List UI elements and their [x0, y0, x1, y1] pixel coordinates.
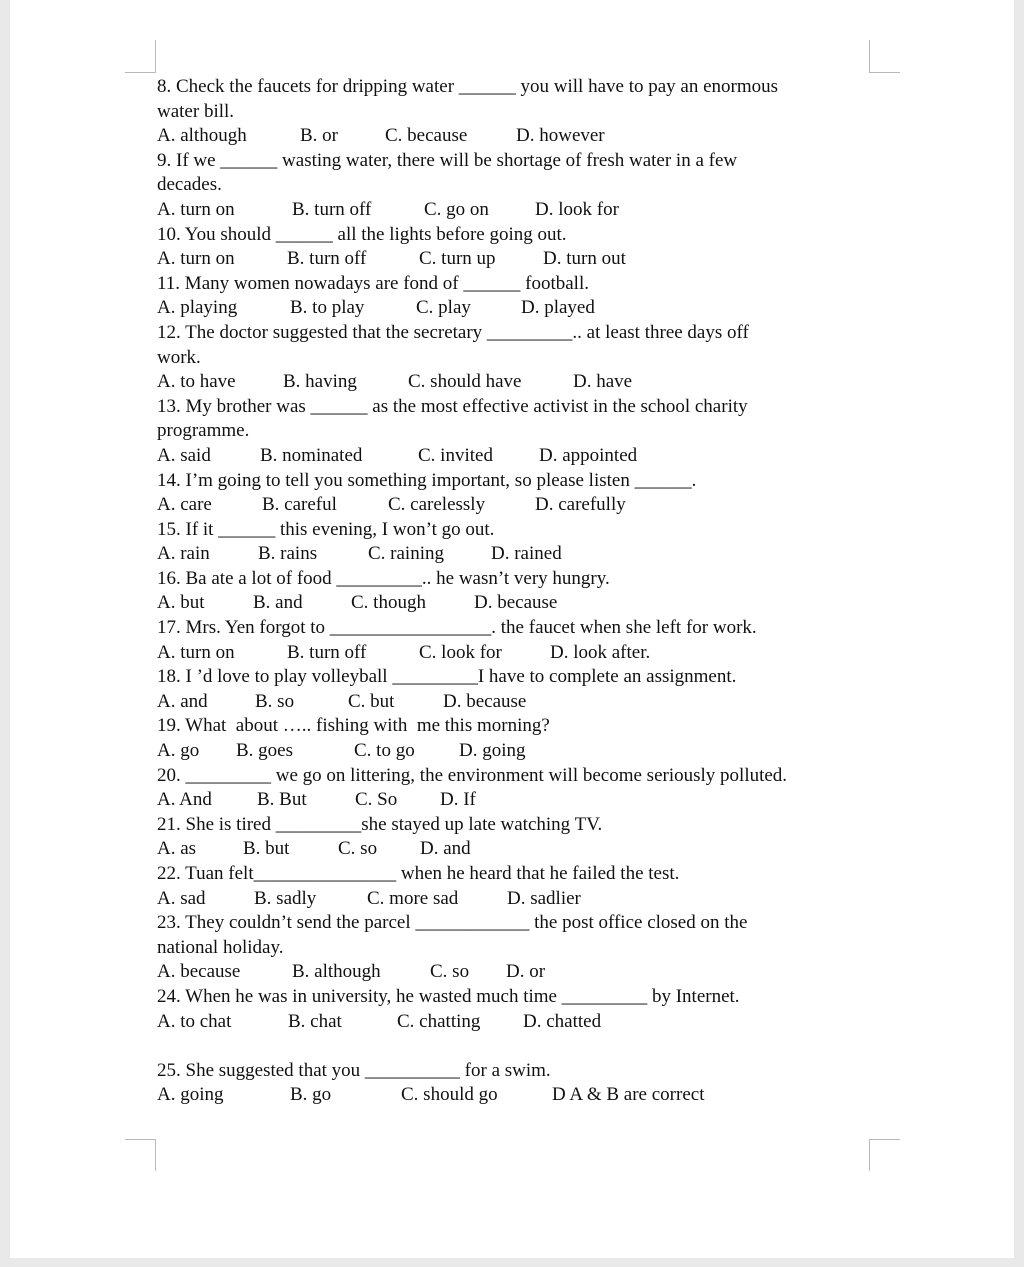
- question-text-line: 17. Mrs. Yen forgot to _________________. the faucet when she left for work.: [157, 617, 757, 639]
- answer-options-row: [157, 198, 877, 223]
- answer-option: D. however: [516, 125, 605, 147]
- answer-option: C. though: [351, 592, 426, 614]
- answer-options-row: [157, 542, 877, 567]
- answer-option: A. playing: [157, 297, 238, 319]
- answer-options-row: [157, 641, 877, 666]
- answer-option: C. so: [430, 961, 470, 983]
- answer-option: C. chatting: [397, 1010, 481, 1032]
- answer-option: D. look for: [535, 198, 619, 220]
- question-text-line: 21. She is tired _________she stayed up late watching TV.: [157, 813, 603, 835]
- answer-options-row: [157, 444, 877, 469]
- answer-option: D A & B are correct: [552, 1084, 705, 1106]
- answer-option: A. although: [157, 125, 247, 147]
- answer-option: A. said: [157, 444, 211, 466]
- answer-option: A. and: [157, 690, 208, 712]
- answer-option: B. having: [283, 371, 357, 393]
- answer-option: A. rain: [157, 543, 210, 565]
- answer-option: C. carelessly: [388, 494, 486, 516]
- question-text-line: 11. Many women nowadays are fond of ______ football.: [157, 272, 589, 294]
- answer-option: B. careful: [262, 494, 337, 516]
- answer-option: B. turn off: [287, 248, 367, 270]
- answer-option: D. chatted: [523, 1010, 602, 1032]
- answer-options-row: [157, 493, 877, 518]
- answer-option: A. but: [157, 592, 205, 614]
- answer-option: C. to go: [354, 740, 415, 762]
- crop-mark-top-left: [125, 72, 156, 73]
- question-text-line: 25. She suggested that you __________ for a swim.: [157, 1059, 551, 1081]
- answer-option: D. because: [443, 690, 527, 712]
- answer-option: C. So: [355, 789, 398, 811]
- answer-option: A. turn on: [157, 198, 235, 220]
- answer-option: C. play: [416, 297, 471, 319]
- answer-option: D. turn out: [543, 248, 626, 270]
- answer-option: C. invited: [418, 444, 493, 466]
- question-text-line: 19. What about ….. fishing with me this morning?: [157, 715, 550, 737]
- answer-option: A. to chat: [157, 1010, 232, 1032]
- answer-options-row: [157, 591, 877, 616]
- question-text-line: 16. Ba ate a lot of food _________.. he wasn’t very hungry.: [157, 567, 610, 589]
- question-text-line: 8. Check the faucets for dripping water ______ you will have to pay an enormous: [157, 76, 779, 97]
- answer-option: A. to have: [157, 371, 236, 393]
- answer-option: B. goes: [236, 740, 293, 762]
- answer-option: D. played: [521, 297, 595, 319]
- answer-options-row: [157, 1010, 877, 1035]
- answer-option: A. And: [157, 789, 212, 811]
- question-text-line: decades.: [157, 174, 222, 196]
- answer-options-row: [157, 788, 877, 813]
- answer-options-row: [157, 887, 877, 912]
- question-text-line: 13. My brother was ______ as the most effective activist in the school charity: [157, 395, 748, 417]
- question-text-line: work.: [157, 346, 201, 368]
- answer-options-row: [157, 296, 877, 321]
- answer-option: A. as: [157, 838, 197, 860]
- answer-option: B. so: [255, 690, 295, 712]
- answer-option: B. although: [292, 961, 381, 983]
- answer-option: C. because: [385, 125, 468, 147]
- question-text-line: 23. They couldn’t send the parcel ____________ the post office closed on the: [157, 912, 748, 934]
- crop-mark-bottom-right: [869, 1139, 870, 1171]
- question-text-line: 15. If it ______ this evening, I won’t go out.: [157, 518, 495, 540]
- answer-option: C. look for: [419, 641, 502, 663]
- answer-option: B. and: [253, 592, 303, 614]
- answer-option: D. or: [506, 961, 546, 983]
- answer-option: C. raining: [368, 543, 444, 565]
- answer-option: A. turn on: [157, 248, 235, 270]
- answer-option: B. rains: [258, 543, 318, 565]
- answer-options-row: [157, 370, 877, 395]
- answer-options-row: [157, 247, 877, 272]
- answer-option: D. going: [459, 740, 526, 762]
- question-text-line: 9. If we ______ wasting water, there will be shortage of fresh water in a few: [157, 149, 738, 171]
- answer-option: D. carefully: [535, 494, 626, 516]
- answer-option: B. but: [243, 838, 290, 860]
- answer-option: B. turn off: [287, 641, 367, 663]
- answer-options-row: [157, 124, 877, 149]
- answer-option: B. or: [300, 125, 338, 147]
- answer-option: B. to play: [290, 297, 365, 319]
- answer-options-row: [157, 1083, 877, 1108]
- question-text-line: programme.: [157, 420, 250, 442]
- answer-options-row: [157, 960, 877, 985]
- question-text-line: water bill.: [157, 100, 235, 122]
- answer-option: D. sadlier: [507, 887, 581, 909]
- answer-option: C. but: [348, 690, 395, 712]
- answer-option: B. go: [290, 1084, 332, 1106]
- question-text-line: 22. Tuan felt_______________ when he heard that he failed the test.: [157, 863, 680, 884]
- answer-option: D. If: [440, 789, 476, 811]
- answer-option: D. and: [420, 838, 471, 860]
- question-text-line: national holiday.: [157, 936, 284, 958]
- question-text-line: 12. The doctor suggested that the secretary _________.. at least three days off: [157, 321, 749, 343]
- answer-option: C. should have: [408, 371, 522, 393]
- answer-option: A. care: [157, 494, 212, 516]
- answer-option: D. appointed: [539, 444, 638, 466]
- crop-mark-bottom-left: [125, 1139, 156, 1140]
- question-text-line: 20. _________ we go on littering, the environment will become seriously polluted.: [157, 764, 788, 786]
- crop-mark-top-right: [869, 40, 870, 72]
- question-text-line: 10. You should ______ all the lights before going out.: [157, 223, 567, 245]
- answer-option: B. nominated: [260, 444, 363, 466]
- question-text-line: 24. When he was in university, he wasted much time _________ by Internet.: [157, 985, 740, 1007]
- answer-option: C. turn up: [419, 248, 496, 270]
- answer-option: C. so: [338, 838, 378, 860]
- crop-mark-bottom-left: [155, 1139, 156, 1171]
- answer-option: D. because: [474, 592, 558, 614]
- answer-options-row: [157, 739, 877, 764]
- exercise-body: [157, 75, 877, 1108]
- answer-option: D. have: [573, 371, 633, 393]
- answer-option: B. sadly: [254, 887, 317, 909]
- answer-option: D. rained: [491, 543, 562, 565]
- answer-option: B. turn off: [292, 198, 372, 220]
- blank-line: [157, 1034, 877, 1059]
- answer-option: A. sad: [157, 887, 206, 909]
- answer-option: C. more sad: [367, 887, 459, 909]
- question-text-line: 18. I ’d love to play volleyball _________I have to complete an assignment.: [157, 666, 737, 688]
- answer-option: A. turn on: [157, 641, 235, 663]
- answer-option: A. because: [157, 961, 241, 983]
- question-text-line: 14. I’m going to tell you something important, so please listen ______.: [157, 469, 697, 491]
- answer-option: B. chat: [288, 1010, 342, 1032]
- answer-option: A. going: [157, 1084, 224, 1106]
- crop-mark-bottom-right: [869, 1139, 900, 1140]
- answer-options-row: [157, 690, 877, 715]
- answer-options-row: [157, 837, 877, 862]
- crop-mark-top-left: [155, 40, 156, 72]
- answer-option: C. should go: [401, 1084, 498, 1106]
- answer-option: A. go: [157, 740, 200, 762]
- answer-option: C. go on: [424, 198, 489, 220]
- answer-option: D. look after.: [550, 641, 651, 663]
- answer-option: B. But: [257, 789, 307, 811]
- crop-mark-top-right: [869, 72, 900, 73]
